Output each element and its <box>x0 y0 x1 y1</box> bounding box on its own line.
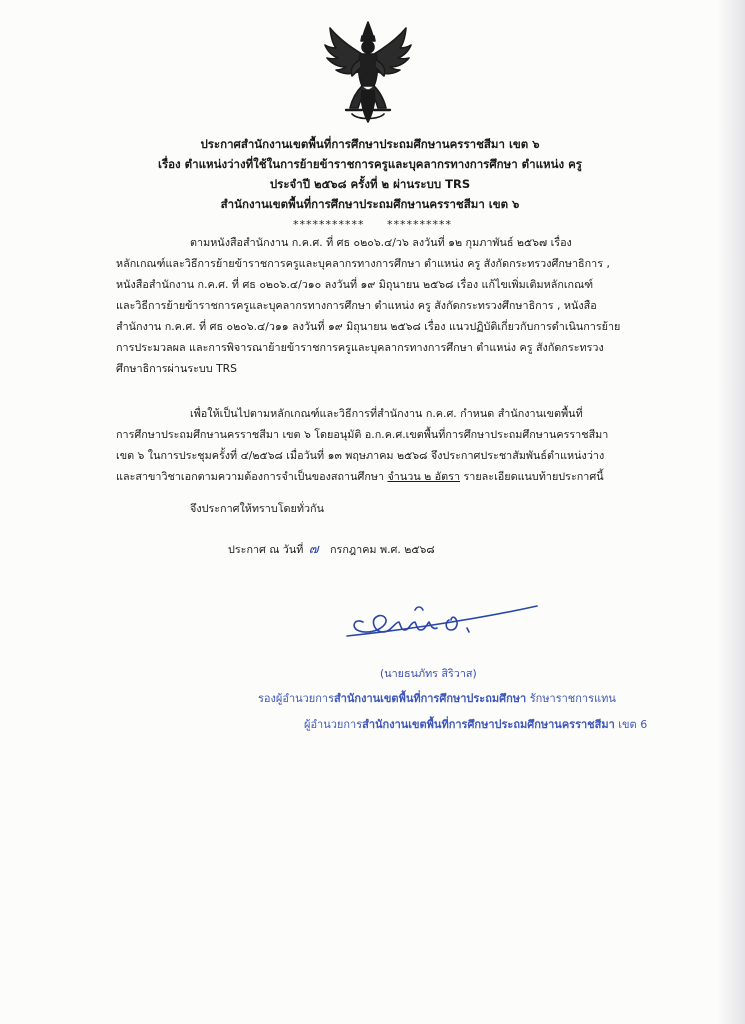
stamp-text: เขต 6 <box>614 718 648 731</box>
closing-statement: จึงประกาศให้ทราบโดยทั่วกัน <box>190 502 324 515</box>
paragraph-text: รายละเอียดแนบท้ายประกาศนี้ <box>460 470 604 483</box>
paragraph-line: เขต ๖ ในการประชุมครั้งที่ ๔/๒๕๖๘ เมื่อวันที่ ๑๓ พฤษภาคม ๒๕๖๘ จึงประกาศประชาสัมพันธ์ตำแหน่งว่าง <box>116 449 605 462</box>
announcement-title: ประกาศสำนักงานเขตพื้นที่การศึกษาประถมศึกษานครราชสีมา เขต ๖ <box>200 137 540 151</box>
paragraph-line: เพื่อให้เป็นไปตามหลักเกณฑ์และวิธีการที่สำนักงาน ก.ค.ศ. กำหนด สำนักงานเขตพื้นที่ <box>190 407 583 420</box>
stamp-text: ผู้อำนวยการ <box>304 718 363 731</box>
stamp-text-office: สำนักงานเขตพื้นที่การศึกษาประถมศึกษานครราชสีมา <box>362 718 615 731</box>
header-separator: *********** ********** <box>293 218 452 231</box>
paragraph-line: ศึกษาธิการผ่านระบบ TRS <box>116 362 238 375</box>
signer-name: (นายธนภัทร สิริวาส) <box>380 667 477 680</box>
handwritten-signature <box>345 592 545 652</box>
paragraph-line <box>116 466 608 487</box>
stamp-text: รักษาราชการแทน <box>526 692 616 705</box>
announcement-subject: เรื่อง ตำแหน่งว่างที่ใช้ในการย้ายข้าราชการครูและบุคลากรทางการศึกษา ตำแหน่ง ครู <box>158 157 582 171</box>
paragraph-references <box>116 232 620 379</box>
paragraph-line: หนังสือสำนักงาน ก.ค.ศ. ที่ ศธ ๐๒๐๖.๔/ว๑๐ ลงวันที่ ๑๙ มิถุนายน ๒๕๖๘ เรื่อง แก้ไขเพิ่มเติมหลักเกณฑ์ <box>116 278 594 291</box>
date-suffix: กรกฎาคม พ.ศ. ๒๕๖๘ <box>330 543 435 556</box>
paragraph-line: หลักเกณฑ์และวิธีการย้ายข้าราชการครูและบุคลากรทางการศึกษา ตำแหน่ง ครู สังกัดกระทรวงศึกษาธิการ , <box>116 257 610 270</box>
page-edge-shadow <box>717 0 745 1024</box>
paragraph-line: สำนักงาน ก.ค.ศ. ที่ ศธ ๐๒๐๖.๔/ว๑๑ ลงวันที่ ๑๙ มิถุนายน ๒๕๖๘ เรื่อง แนวปฏิบัติเกี่ยวกับการดำเนินการย้าย <box>116 320 621 333</box>
signer-title-acting <box>258 689 616 707</box>
stamp-text: รองผู้อำนวยการ <box>258 692 335 705</box>
date-day: ๗ <box>308 542 319 557</box>
garuda-emblem <box>322 20 414 124</box>
paragraph-line: การประมวลผล และการพิจารณาย้ายข้าราชการครูและบุคลากรทางการศึกษา ตำแหน่ง ครู สังกัดกระทรวง <box>116 341 604 354</box>
announcement-round: ประจำปี ๒๕๖๘ ครั้งที่ ๒ ผ่านระบบ TRS <box>269 177 471 191</box>
paragraph-line: ตามหนังสือสำนักงาน ก.ค.ศ. ที่ ศธ ๐๒๐๖.๔/ว๖ ลงวันที่ ๑๒ กุมภาพันธ์ ๒๕๖๗ เรื่อง <box>190 236 572 249</box>
paragraph-line: การศึกษาประถมศึกษานครราชสีมา เขต ๖ โดยอนุมัติ อ.ก.ค.ศ.เขตพื้นที่การศึกษาประถมศึกษานครราชสีมา <box>116 428 609 441</box>
stamp-text-office: สำนักงานเขตพื้นที่การศึกษาประถมศึกษา <box>334 692 527 705</box>
date-line <box>228 538 435 559</box>
signer-title-director <box>304 715 647 733</box>
paragraph-line: และวิธีการย้ายข้าราชการครูและบุคลากรทางการศึกษา ตำแหน่ง ครู สังกัดกระทรวงศึกษาธิการ , หนังสือ <box>116 299 597 312</box>
date-prefix: ประกาศ ณ วันที่ <box>228 543 304 556</box>
issuing-office: สำนักงานเขตพื้นที่การศึกษาประถมศึกษานครราชสีมา เขต ๖ <box>220 197 520 211</box>
paragraph-announcement <box>116 403 608 487</box>
paragraph-text: และสาขาวิชาเอกตามความต้องการจำเป็นของสถานศึกษา <box>116 470 388 483</box>
vacancy-count: จำนวน ๒ อัตรา <box>387 470 461 483</box>
